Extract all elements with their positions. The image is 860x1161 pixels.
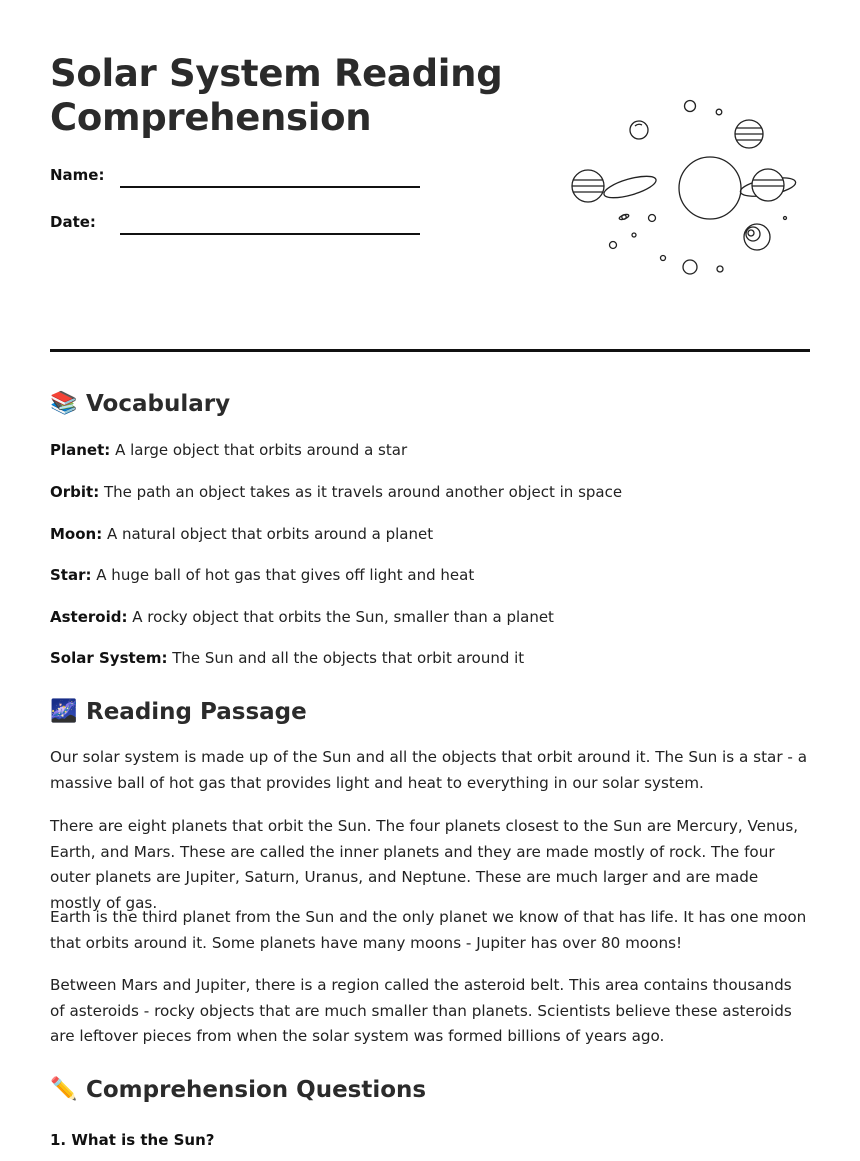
vocabulary-heading: 📚 Vocabulary (50, 391, 231, 417)
date-label: Date: (50, 213, 96, 231)
reading-passage-heading: 🌌 Reading Passage (50, 699, 307, 725)
header-divider (50, 349, 810, 352)
vocab-item: Solar System: The Sun and all the objects that orbit around it (50, 649, 525, 667)
pencil-icon: ✏️ (50, 1077, 78, 1102)
vocab-item: Asteroid: A rocky object that orbits the Sun, smaller than a planet (50, 608, 554, 626)
vocab-item: Star: A huge ball of hot gas that gives off light and heat (50, 566, 475, 584)
vocab-item: Planet: A large object that orbits around a star (50, 441, 408, 459)
passage-paragraph: There are eight planets that orbit the Sun. The four planets closest to the Sun are Mercury, Venus, Earth, and Mars. These are called the inner planets and they are made mostly of rock. The four outer planets are Jupiter, Saturn, Uranus, and Neptune. These are much larger and are made mostly of gas. (50, 817, 799, 912)
vocab-item: Orbit: The path an object takes as it travels around another object in space (50, 483, 623, 501)
passage-paragraph: Our solar system is made up of the Sun and all the objects that orbit around it. The Sun is a star - a massive ball of hot gas that provides light and heat to everything in our solar system. (50, 748, 808, 792)
name-write-line (120, 186, 420, 188)
passage-paragraph: Between Mars and Jupiter, there is a region called the asteroid belt. This area contains thousands of asteroids - rocky objects that are much smaller than planets. Scientists believe these asteroids are leftover pieces from when the solar system was formed billions of years ago. (50, 976, 792, 1046)
vocab-item: Moon: A natural object that orbits around a planet (50, 525, 434, 543)
date-write-line (120, 233, 420, 235)
name-label: Name: (50, 166, 105, 184)
books-icon: 📚 (50, 391, 78, 416)
passage-paragraph: Earth is the third planet from the Sun and the only planet we know of that has life. It has one moon that orbits around it. Some planets have many moons - Jupiter has over 80 moons! (50, 908, 807, 952)
solar-system-icon (560, 90, 800, 290)
question-item: 1. What is the Sun? (50, 1131, 215, 1149)
page-title: Solar System Reading Comprehension (50, 52, 503, 139)
galaxy-icon: 🌌 (50, 699, 78, 724)
comprehension-questions-heading: ✏️ Comprehension Questions (50, 1077, 427, 1103)
